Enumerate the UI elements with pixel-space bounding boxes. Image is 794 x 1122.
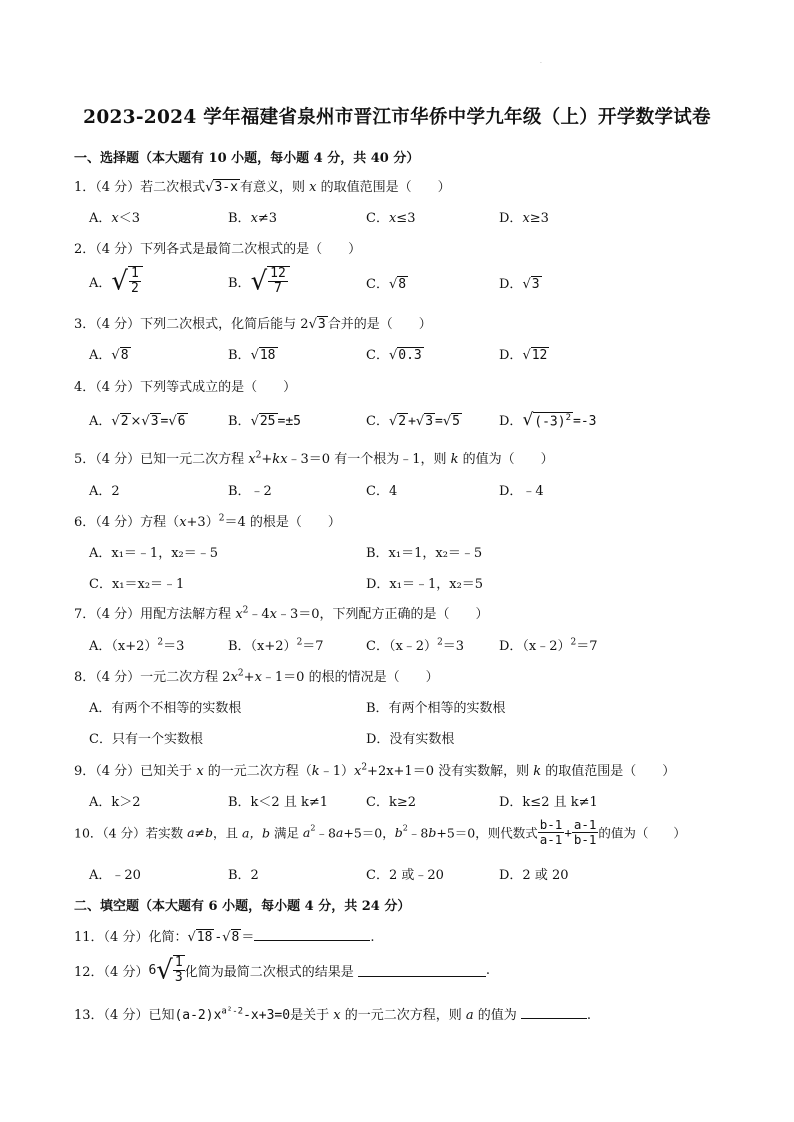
q1-option-a[interactable]: A．x＜3 — [89, 211, 141, 226]
section-choice-heading: 一、选择题（本大题有 10 小题，每小题 4 分，共 40 分） — [74, 151, 420, 166]
q7-option-c[interactable]: C．（x﹣2）$^2$＝3 — [366, 637, 465, 654]
q10-option-c[interactable]: C．2 或﹣20 — [366, 868, 444, 883]
q7-option-a[interactable]: A．$(x+2)^2=3$ — [89, 637, 185, 654]
q1-option-c[interactable]: C．x≤3 — [366, 211, 416, 226]
question-12: 12．（4 分）6√ $\frac{1}{3}$ 化简为最简二次根式的结果是 . — [74, 955, 490, 986]
q2-option-c[interactable]: C．√8 — [366, 277, 407, 292]
question-13: 13．（4 分）已知$(a-2)x^{a^2-2}-x+3=0$是关于 x 的一元二次方程，则 a 的值为 . — [74, 1006, 592, 1023]
question-5: 5．（4 分）已知一元二次方程 $x^2+kx﹣3=0$ 有一个根为﹣1，则 k 的值为（ ） — [74, 450, 554, 467]
q3-radicand: 3 — [317, 317, 326, 332]
q6-option-b[interactable]: B．x₁＝1，x₂＝﹣5 — [366, 546, 483, 561]
q8-option-b[interactable]: B．有两个相等的实数根 — [366, 701, 506, 716]
question-9: 9．（4 分）已知关于 x 的一元二次方程$(k﹣1)x^2+2x+1=0$ 没有实数解，则 k 的取值范围是（ ） — [74, 762, 676, 779]
q7-option-d[interactable]: D．（x﹣2）$^2$＝7 — [499, 637, 598, 654]
q1-stem-mid: 有意义，则 — [239, 180, 310, 195]
q6-option-d[interactable]: D．x₁＝﹣1，x₂＝5 — [366, 577, 484, 592]
q10-option-a[interactable]: A．﹣20 — [89, 868, 141, 883]
q4-option-b[interactable]: B．√25 =±5 — [228, 414, 301, 429]
q3-option-c[interactable]: C．√0.3 — [366, 348, 422, 363]
q5-option-a[interactable]: A．2 — [89, 484, 120, 499]
q4-option-c[interactable]: C．√2 +√3 =√5 — [366, 414, 460, 429]
q2-option-b[interactable]: B．√ $\frac{12}{7}$ — [228, 266, 290, 297]
q10-fraction-1: $\frac{b-1}{a-1}$ — [539, 817, 563, 847]
q8-option-d[interactable]: D．没有实数根 — [366, 732, 455, 747]
q1-option-d[interactable]: D．x≥3 — [499, 211, 549, 226]
q9-option-b[interactable]: B．k＜2 且 k≠1 — [228, 795, 329, 810]
q8-option-c[interactable]: C．只有一个实数根 — [89, 732, 203, 747]
q7-option-b[interactable]: B．$(x+2)^2=7$ — [228, 637, 324, 654]
question-1: 1．（4 分）若二次根式√3-x 有意义，则 x 的取值范围是（ ） — [74, 180, 451, 195]
q3-stem-end: 合并的是（ ） — [327, 317, 432, 332]
section-fill-heading: 二、填空题（本大题有 6 小题，每小题 4 分，共 24 分） — [74, 899, 411, 914]
q1-option-b[interactable]: B．x≠3 — [228, 211, 278, 226]
q12-answer-blank[interactable] — [358, 963, 486, 977]
question-7: 7．（4 分）用配方法解方程 $x^2﹣4x﹣3=0$，下列配方正确的是（ ） — [74, 605, 489, 622]
question-2: 2．（4 分）下列各式是最简二次根式的是（ ） — [74, 242, 362, 257]
q5-option-b[interactable]: B．﹣2 — [228, 484, 272, 499]
page-title: 2023-2024 学年福建省泉州市晋江市华侨中学九年级（上）开学数学试卷 — [83, 107, 711, 128]
q3-stem: 3．（4 分）下列二次根式，化简后能与 2 — [74, 317, 309, 332]
q6-option-a[interactable]: A．x₁＝﹣1，x₂＝﹣5 — [89, 546, 219, 561]
q10-option-d[interactable]: D．2 或 20 — [499, 868, 569, 883]
q9-option-d[interactable]: D．k≤2 且 k≠1 — [499, 795, 598, 810]
q2-option-a[interactable]: A．√ $\frac{1}{2}$ — [89, 266, 143, 297]
q1-var: x — [309, 180, 317, 195]
header-mark: · — [540, 60, 542, 67]
q1-stem-end: 的取值范围是（ ） — [316, 180, 451, 195]
q13-answer-blank[interactable] — [521, 1005, 587, 1019]
question-4: 4．（4 分）下列等式成立的是（ ） — [74, 380, 297, 395]
q5-option-c[interactable]: C．4 — [366, 484, 398, 499]
question-11: 11．（4 分）化简：√18 -√8 ＝ . — [74, 926, 375, 945]
q5-option-d[interactable]: D．﹣4 — [499, 484, 544, 499]
q2-option-d[interactable]: D．√3 — [499, 277, 540, 292]
question-6: 6．（4 分）方程$(x+3)^2=4$ 的根是（ ） — [74, 513, 341, 530]
q9-option-a[interactable]: A．k＞2 — [89, 795, 141, 810]
q1-stem: 1．（4 分）若二次根式 — [74, 180, 206, 195]
q10-option-b[interactable]: B．2 — [228, 868, 259, 883]
q10-fraction-2: $\frac{a-1}{b-1}$ — [573, 817, 597, 847]
question-10: 10．（4 分）若实数 a≠b，且 a，b 满足 $a^2﹣8a+5=0$，$b^2﹣8b+5=0$，则代数式 $\frac{b-1}{a-1}$ + $\frac{a-1}{b-1}$ 的值为（ ） — [74, 817, 686, 847]
question-3: 3．（4 分）下列二次根式，化简后能与 2√3 合并的是（ ） — [74, 317, 432, 332]
q1-radicand: 3-x — [214, 180, 238, 195]
q3-option-b[interactable]: B．√18 — [228, 348, 276, 363]
question-8: 8．（4 分）一元二次方程 $2x^2+x﹣1=0$ 的根的情况是（ ） — [74, 668, 439, 685]
q6-option-c[interactable]: C．x₁＝x₂＝﹣1 — [89, 577, 185, 592]
q4-option-a[interactable]: A．√2 ×√3 =√6 — [89, 414, 186, 429]
q4-option-d[interactable]: D．$√(-3)^2 =-3$ — [499, 410, 597, 430]
q3-option-a[interactable]: A．√8 — [89, 348, 129, 363]
q9-option-c[interactable]: C．k≥2 — [366, 795, 416, 810]
q11-answer-blank[interactable] — [254, 927, 370, 941]
q3-option-d[interactable]: D．√12 — [499, 348, 548, 363]
q8-option-a[interactable]: A．有两个不相等的实数根 — [89, 701, 242, 716]
